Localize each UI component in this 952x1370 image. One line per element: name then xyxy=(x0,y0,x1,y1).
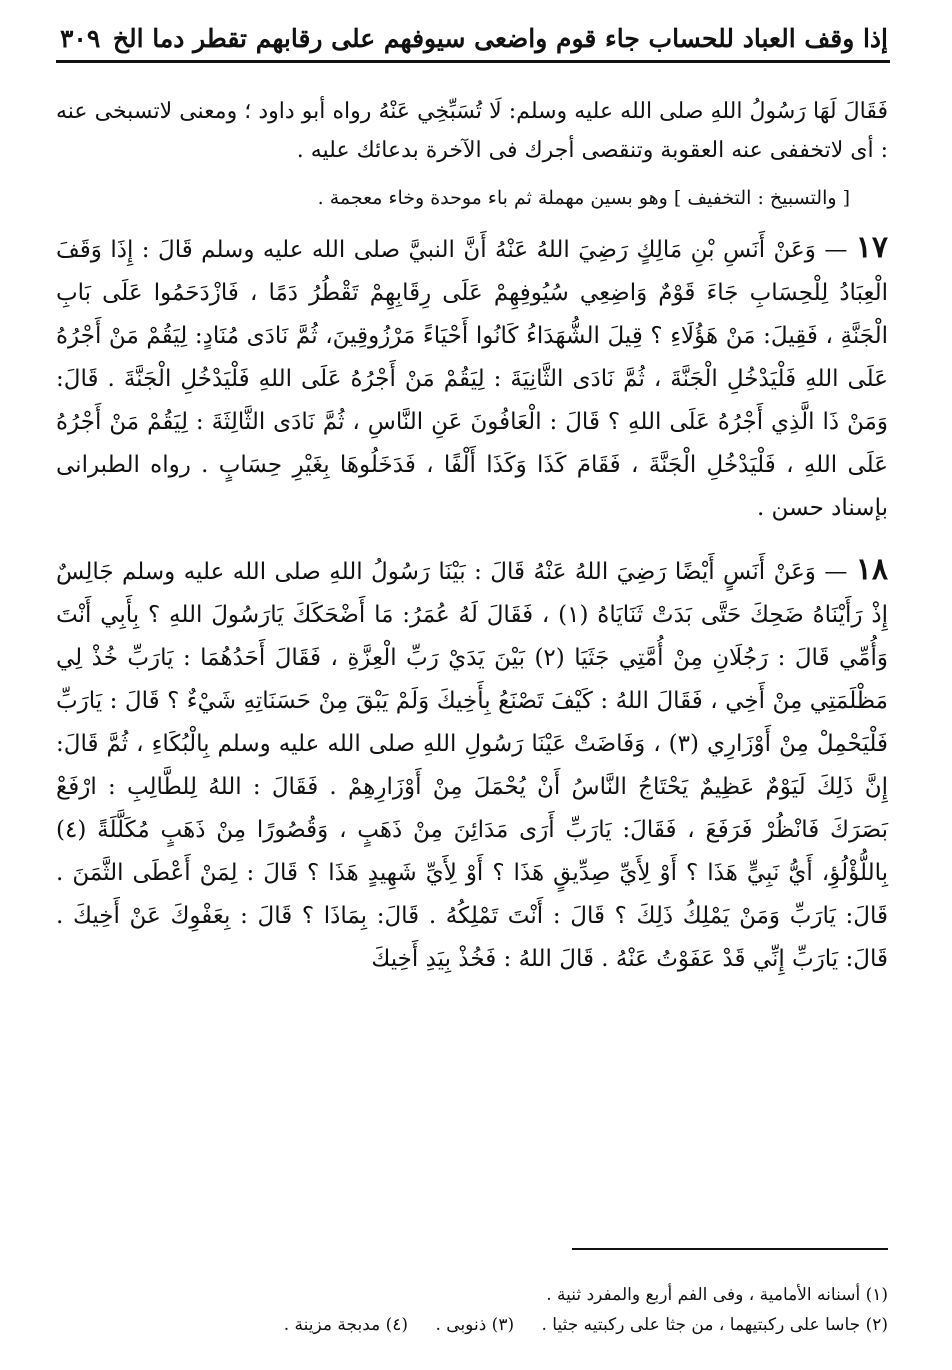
hadith-17-text: — وَعَنْ أَنَسِ بْنِ مَالِكٍ رَضِيَ اللهُ عَنْهُ أَنَّ النبيَّ صلى الله عليه وسلم قَالَ : إِذَا وَقَفَ الْعِبَادُ لِلْحِسَابِ جَاءَ قَوْمٌ وَاضِعِي سُيُوفِهِمْ عَلَى رِقَابِهِمْ تَقْطُرُ دَمًا ، فَازْدَحَمُوا عَلَى بَابِ الْجَنَّةِ ، فَقِيلَ: مَنْ هَؤُلَاءِ ؟ قِيلَ الشُّهَدَاءُ كَانُوا أَحْيَاءً مَرْزُوقِينَ، ثُمَّ نَادَى مُنَادٍ: لِيَقُمْ مَنْ أَجْرُهُ عَلَى اللهِ فَلْيَدْخُلِ الْجَنَّةَ ، ثُمَّ نَادَى الثَّانِيَةَ : لِيَقُمْ مَنْ أَجْرُهُ عَلَى اللهِ فَلْيَدْخُلِ الْجَنَّةَ . قَالَ: وَمَنْ ذَا الَّذِي أَجْرُهُ عَلَى اللهِ ؟ قَالَ : الْعَافُونَ عَنِ النَّاسِ ، ثُمَّ نَادَى الثَّالِثَةَ : لِيَقُمْ مَنْ أَجْرُهُ عَلَى اللهِ ، فَلْيَدْخُلِ الْجَنَّةَ ، فَقَامَ كَذَا وَكَذَا أَلْفًا ، فَدَخَلُوهَا بِغَيْرِ حِسَابٍ . رواه الطبرانى بإسناد حسن . xyxy=(56,237,888,521)
footnote-line-1 xyxy=(300,1280,888,1310)
running-title: إذا وقف العباد للحساب جاء قوم واضعى سيوفهم على رقابهم تقطر دما الخ xyxy=(112,24,888,53)
editor-note: [ والتسبيخ : التخفيف ] وهو بسين مهملة ثم باء موحدة وخاء معجمة . xyxy=(317,187,850,209)
header-rule xyxy=(56,60,890,63)
footnote-rule xyxy=(572,1248,888,1250)
hadith-17 xyxy=(56,226,888,530)
hadith-18-text: — وَعَنْ أَنَسٍ أَيْضًا رَضِيَ اللهُ عَنْهُ قَالَ : بَيْنَا رَسُولُ اللهِ صلى الله عليه وسلم جَالِسٌ إِذْ رَأَيْنَاهُ ضَحِكَ حَتَّى بَدَتْ ثَنَايَاهُ (١) ، فَقَالَ لَهُ عُمَرُ: مَا أَضْحَكَكَ يَارَسُولَ اللهِ ؟ بِأَبِي أَنْتَ وَأُمِّي قَالَ : رَجُلَانِ مِنْ أُمَّتِي جَثَيَا (٢) بَيْنَ يَدَيْ رَبِّ الْعِزَّةِ ، فَقَالَ أَحَدُهُمَا : يَارَبِّ خُذْ لِي مَظْلَمَتِي مِنْ أَخِي ، فَقَالَ اللهُ : كَيْفَ تَصْنَعُ بِأَخِيكَ وَلَمْ يَبْقَ مِنْ حَسَنَاتِهِ شَيْءٌ ؟ قَالَ : يَارَبِّ فَلْيَحْمِلْ مِنْ أَوْزَارِي (٣) ، وَفَاضَتْ عَيْنَا رَسُولِ اللهِ صلى الله عليه وسلم بِالْبُكَاءِ ، ثُمَّ قَالَ: إِنَّ ذَلِكَ لَيَوْمٌ عَظِيمٌ يَحْتَاجُ النَّاسُ أَنْ يُحْمَلَ مِنْ أَوْزَارِهِمْ . فَقَالَ : اللهُ لِلطَّالِبِ : ارْفَعْ بَصَرَكَ فَانْظُرْ فَرَفَعَ ، فَقَالَ: يَارَبِّ أَرَى مَدَائِنَ مِنْ ذَهَبٍ ، وَقُصُورًا مِنْ ذَهَبٍ مُكَلَّلَةً (٤) بِاللُّؤْلُؤِ، أَيُّ نَبِيٍّ هَذَا ؟ أَوْ لِأَيِّ صِدِّيقٍ هَذَا ؟ أَوْ لِأَيِّ شَهِيدٍ هَذَا ؟ قَالَ : لِمَنْ أَعْطَى الثَّمَنَ . قَالَ: يَارَبِّ وَمَنْ يَمْلِكُ ذَلِكَ ؟ قَالَ : أَنْتَ تَمْلِكُهُ . قَالَ: بِمَاذَا ؟ قَالَ : بِعَفْوِكَ عَنْ أَخِيكَ . قَالَ: يَارَبِّ إِنِّي قَدْ عَفَوْتُ عَنْهُ . قَالَ اللهُ : فَخُذْ بِيَدِ أَخِيكَ xyxy=(56,559,888,972)
footnote-2: (٢) جاسا على ركبتيهما ، من جثا على ركبتيه جثيا . xyxy=(541,1315,888,1335)
hadith-18 xyxy=(56,548,888,981)
page-number: ٣٠٩ xyxy=(60,24,101,53)
page-header xyxy=(60,8,888,56)
paragraph-intro: فَقَالَ لَهَا رَسُولُ اللهِ صلى الله عليه وسلم: لَا تُسَبِّخِي عَنْهُ رواه أبو داود ؛ ومعنى لاتسبخى عنه : أى لاتخففى عنه العقوبة وتنقصى أجرك فى الآخرة بدعائك عليه . xyxy=(56,99,888,163)
paragraph-gap xyxy=(56,530,888,548)
hadith-number-18: ١٨ xyxy=(855,552,889,587)
footnote-line-2 xyxy=(283,1310,888,1340)
footnotes xyxy=(283,1280,888,1340)
hadith-number-17: ١٧ xyxy=(855,230,888,265)
footnote-4: (٤) مدبجة مزينة . xyxy=(283,1315,409,1335)
footnote-1: (١) أسنانه الأمامية ، وفى الفم أربع والمفرد ثنية . xyxy=(546,1285,888,1305)
footnote-3: (٣) ذنوبى . xyxy=(435,1315,515,1335)
body-text xyxy=(56,92,888,981)
